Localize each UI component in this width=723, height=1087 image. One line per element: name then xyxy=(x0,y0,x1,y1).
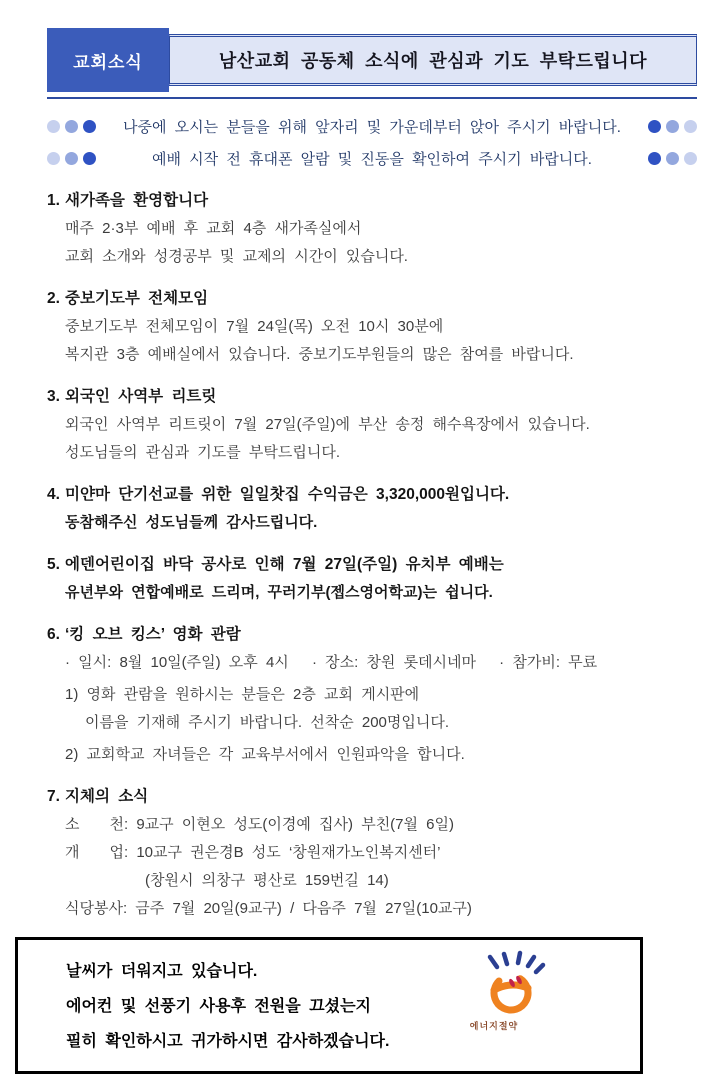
item-line: 외국인 사역부 리트릿이 7월 27일(주일)에 부산 송정 해수욕장에서 있습니다. xyxy=(65,416,590,433)
item-title xyxy=(47,383,695,411)
item-title-text: 미얀마 단기선교를 위한 일일찻집 수익금은 3,320,000원입니다. xyxy=(65,486,510,503)
item-line: 이름을 기재해 주시기 바랍니다. 선착순 200명입니다. xyxy=(85,714,450,731)
dot-icon xyxy=(648,120,661,133)
dot-icon xyxy=(684,120,697,133)
item-line: 매주 2·3부 예배 후 교회 4층 새가족실에서 xyxy=(65,220,362,237)
notice-box-line: 에어컨 및 선풍기 사용후 전원을 끄셨는지 xyxy=(66,998,371,1015)
notice-row xyxy=(47,113,697,139)
item-title-text: 새가족을 환영합니다 xyxy=(65,192,209,209)
item-title xyxy=(47,621,695,649)
dot-icon xyxy=(65,120,78,133)
item-title-text: 외국인 사역부 리트릿 xyxy=(65,388,217,405)
item-line: 교회 소개와 성경공부 및 교제의 시간이 있습니다. xyxy=(65,248,408,265)
item-line: (창원시 의창구 평산로 159번길 14) xyxy=(145,872,389,889)
item-line: 식당봉사: 금주 7월 20일(9교구) / 다음주 7월 27일(10교구) xyxy=(65,900,472,917)
energy-logo-label: 에너지절약 xyxy=(469,1021,519,1031)
item-number: 3. xyxy=(47,388,60,405)
item-number: 7. xyxy=(47,788,60,805)
item-title-text: 지체의 소식 xyxy=(65,788,149,805)
notice-banner xyxy=(47,113,697,171)
list-item xyxy=(47,383,695,467)
energy-saving-logo xyxy=(452,950,572,1032)
item-number: 4. xyxy=(47,486,60,503)
list-item xyxy=(47,783,695,923)
list-item xyxy=(47,551,695,607)
item-line: 복지관 3층 예배실에서 있습니다. 중보기도부원들의 많은 참여를 바랍니다. xyxy=(65,346,574,363)
notice-text: 나중에 오시는 분들을 위해 앞자리 및 가운데부터 앉아 주시기 바랍니다. xyxy=(123,118,621,136)
list-item xyxy=(47,621,695,769)
dot-icon xyxy=(65,152,78,165)
list-item xyxy=(47,481,695,537)
dots-left xyxy=(47,152,96,165)
notice-box-line: 날씨가 더워지고 있습니다. xyxy=(66,963,258,980)
item-title xyxy=(47,783,695,811)
header-row xyxy=(47,28,697,92)
item-title xyxy=(47,551,695,579)
item-title xyxy=(47,187,695,215)
item-line: 소 천: 9교구 이현오 성도(이경예 집사) 부친(7월 6일) xyxy=(65,816,455,833)
item-title-text: 중보기도부 전체모임 xyxy=(65,290,209,307)
header xyxy=(0,0,723,99)
dot-icon xyxy=(648,152,661,165)
item-number: 1. xyxy=(47,192,60,209)
item-line: 1) 영화 관람을 원하시는 분들은 2층 교회 게시판에 xyxy=(65,686,420,703)
dots-left xyxy=(47,120,96,133)
item-line: 동참해주신 성도님들께 감사드립니다. xyxy=(65,514,318,531)
item-title-text: 에덴어린이집 바닥 공사로 인해 7월 27일(주일) 유치부 예배는 xyxy=(65,556,504,573)
list-item xyxy=(47,187,695,271)
notice-box-line: 필히 확인하시고 귀가하시면 감사하겠습니다. xyxy=(66,1033,390,1050)
item-line: 개 업: 10교구 권은경B 성도 ‘창원재가노인복지센터’ xyxy=(65,844,441,861)
dot-icon xyxy=(47,120,60,133)
dots-right xyxy=(648,152,697,165)
item-line: 2) 교회학교 자녀들은 각 교육부서에서 인원파악을 합니다. xyxy=(65,746,465,763)
item-number: 6. xyxy=(47,626,60,643)
energy-saving-notice-box xyxy=(15,937,643,1074)
dot-icon xyxy=(47,152,60,165)
item-number: 2. xyxy=(47,290,60,307)
dot-icon xyxy=(684,152,697,165)
header-divider xyxy=(47,97,697,99)
page-title: 남산교회 공동체 소식에 관심과 기도 부탁드립니다 xyxy=(169,34,697,86)
item-line: 성도님들의 관심과 기도를 부탁드립니다. xyxy=(65,444,341,461)
item-title xyxy=(47,285,695,313)
church-news-tag: 교회소식 xyxy=(47,28,169,92)
item-line: · 일시: 8월 10일(주일) 오후 4시 · 장소: 창원 롯데시네마 · 참가비: 무료 xyxy=(65,654,598,671)
list-item xyxy=(47,285,695,369)
item-line: 유년부와 연합예배로 드리며, 꾸러기부(젭스영어학교)는 쉽니다. xyxy=(65,584,493,601)
item-title-text: ‘킹 오브 킹스’ 영화 관람 xyxy=(65,626,241,643)
item-line: 중보기도부 전체모임이 7월 24일(목) 오전 10시 30분에 xyxy=(65,318,444,335)
announcement-list xyxy=(47,187,695,923)
dot-icon xyxy=(666,152,679,165)
item-number: 5. xyxy=(47,556,60,573)
dot-icon xyxy=(666,120,679,133)
dot-icon xyxy=(83,120,96,133)
dot-icon xyxy=(83,152,96,165)
dots-right xyxy=(648,120,697,133)
energy-e-mark-icon xyxy=(470,950,554,1016)
item-title xyxy=(47,481,695,509)
notice-text: 예배 시작 전 휴대폰 알람 및 진동을 확인하여 주시기 바랍니다. xyxy=(152,150,592,168)
notice-row xyxy=(47,145,697,171)
